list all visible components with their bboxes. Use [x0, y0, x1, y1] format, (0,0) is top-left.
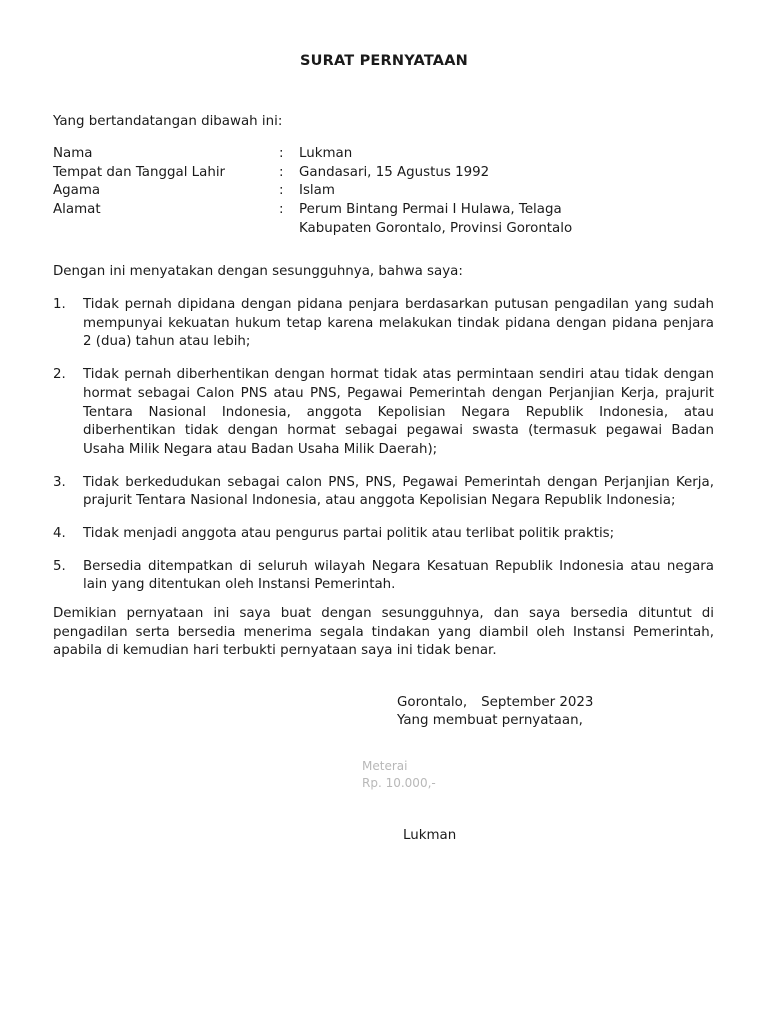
identity-label: Nama: [53, 146, 93, 161]
intro-text: Yang bertandatangan dibawah ini:: [53, 114, 283, 129]
item-number: 5.: [53, 558, 66, 574]
identity-label: Alamat: [53, 202, 101, 218]
item-number: 1.: [53, 297, 66, 312]
item-text: Bersedia ditempatkan di seluruh wilayah Negara Kesatuan Republik Indonesia atau negara lain yang ditentukan oleh Instansi Pemerintah.: [83, 558, 714, 593]
stamp-placeholder: [362, 758, 436, 792]
identity-colon: :: [279, 202, 284, 218]
closing-paragraph: Demikian pernyataan ini saya buat dengan sesungguhnya, dan saya bersedia dituntut di pengadilan serta bersedia menerima segala tindakan yang diambil oleh Instansi Pemerintah, apabila di kemudian hari terbukti pernyataan saya ini tidak benar.: [53, 606, 714, 659]
identity-row-address: [53, 201, 713, 238]
stamp-label: Meterai: [362, 759, 408, 773]
item-text: Tidak pernah diberhentikan dengan hormat tidak atas permintaan sendiri atau tidak dengan hormat sebagai Calon PNS atau PNS, Pegawai Pemerintah dengan Perjanjian Kerja, prajurit Tentara Nasional Indonesia, anggota Kepolisian Negara Republik Indonesia, atau diberhentikan tidak dengan hormat sebagai pegawai swasta (termasuk pegawai Badan Usaha Milik Negara atau Badan Usaha Milik Daerah);: [83, 367, 714, 457]
identity-value: Lukman: [299, 146, 353, 161]
item-text: Tidak menjadi anggota atau pengurus partai politik atau terlibat politik praktis;: [83, 526, 615, 542]
item-text: Tidak pernah dipidana dengan pidana penjara berdasarkan putusan pengadilan yang sudah mempunyai kekuatan hukum tetap karena melakukan tindak pidana dengan pidana penjara 2 (dua) tahun atau lebih;: [83, 297, 714, 350]
address-line-1: Perum Bintang Permai I Hulawa, Telaga: [299, 202, 562, 218]
identity-row-birth: [53, 164, 713, 183]
list-item: [53, 525, 714, 544]
identity-colon: :: [279, 164, 284, 180]
signer-name: Lukman: [403, 828, 457, 843]
item-number: 4.: [53, 526, 66, 542]
place-date: [397, 694, 593, 712]
item-number: 3.: [53, 474, 66, 490]
item-text: Tidak berkedudukan sebagai calon PNS, PNS, Pegawai Pemerintah dengan Perjanjian Kerja, prajurit Tentara Nasional Indonesia, atau anggota Kepolisian Negara Republik Indonesia;: [83, 474, 714, 509]
identity-row-name: [53, 145, 713, 164]
list-item: [53, 366, 714, 460]
identity-colon: :: [279, 183, 284, 199]
address-line-2: Kabupaten Gorontalo, Provinsi Gorontalo: [299, 220, 573, 236]
list-item: [53, 296, 714, 352]
sign-date: September 2023: [481, 695, 594, 710]
item-number: 2.: [53, 367, 66, 383]
document-title: SURAT PERNYATAAN: [299, 53, 468, 69]
signature-block: [397, 694, 593, 729]
maker-label: Yang membuat pernyataan,: [397, 712, 583, 728]
identity-colon: :: [279, 146, 284, 161]
identity-row-religion: [53, 182, 713, 201]
identity-value-address: [299, 201, 713, 238]
identity-value: Islam: [299, 183, 335, 199]
statement-list: [53, 296, 714, 609]
sign-place: Gorontalo,: [397, 695, 468, 710]
identity-label: Tempat dan Tanggal Lahir: [53, 164, 226, 180]
identity-value: Gandasari, 15 Agustus 1992: [299, 164, 490, 180]
lead-text: Dengan ini menyatakan dengan sesungguhnya, bahwa saya:: [53, 264, 463, 279]
stamp-amount: Rp. 10.000,-: [362, 776, 436, 790]
identity-label: Agama: [53, 183, 101, 199]
list-item: [53, 558, 714, 595]
identity-block: [53, 145, 713, 239]
list-item: [53, 474, 714, 511]
